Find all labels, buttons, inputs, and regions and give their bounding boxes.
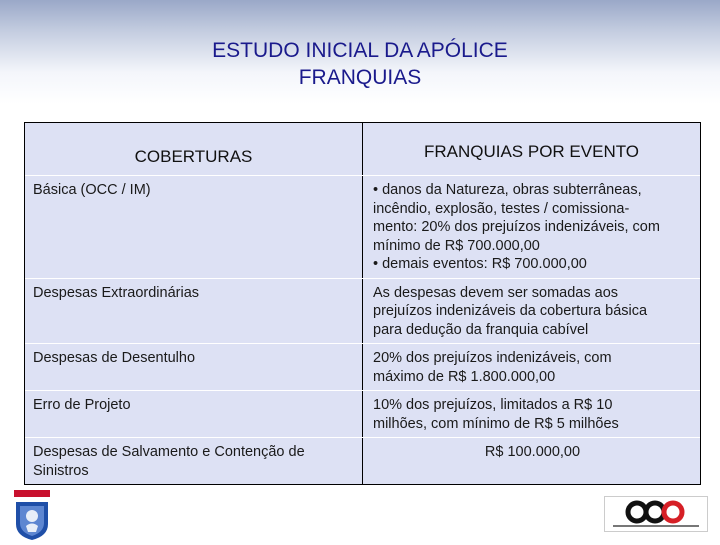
header-franquias: FRANQUIAS POR EVENTO (423, 142, 640, 161)
franquia-cell (363, 176, 700, 278)
franquia-line: As despesas devem ser somadas aos (373, 284, 619, 301)
table-row (25, 343, 700, 390)
cobertura-cell: Erro de Projeto (25, 391, 363, 437)
table-row (25, 175, 700, 278)
cobertura-cell (25, 438, 363, 484)
franquia-cell: R$ 100.000,00 (484, 444, 581, 460)
cobertura-line: Despesas de Salvamento e Contenção de (33, 444, 305, 460)
franquia-line: • danos da Natureza, obras subterrâneas, (373, 182, 642, 198)
franquia-line: para dedução da franquia cabível (373, 321, 589, 338)
table-row (25, 437, 700, 484)
franquia-cell (363, 344, 700, 390)
page-title (0, 37, 720, 91)
franquias-table (24, 122, 701, 485)
franquia-line: mínimo de R$ 700.000,00 (373, 237, 540, 254)
cobertura-line: Sinistros (33, 462, 89, 479)
title-line-2: FRANQUIAS (298, 66, 422, 89)
franquia-line: 20% dos prejuízos indenizáveis, com (373, 350, 612, 366)
cobertura-cell: Despesas Extraordinárias (25, 279, 363, 344)
franquia-line: máximo de R$ 1.800.000,00 (373, 368, 556, 385)
cobertura-cell: Despesas de Desentulho (25, 344, 363, 390)
table-row (25, 278, 700, 344)
table-header-row (25, 123, 700, 175)
table-row (25, 390, 700, 437)
franquia-line: 10% dos prejuízos, limitados a R$ 10 (373, 397, 613, 413)
franquia-line: mento: 20% dos prejuízos indenizáveis, com (373, 219, 660, 235)
franquia-cell (363, 391, 700, 437)
franquia-line: incêndio, explosão, testes / comissiona- (373, 200, 630, 217)
company-logo (604, 496, 708, 532)
title-line-1: ESTUDO INICIAL DA APÓLICE (212, 39, 508, 62)
cobertura-cell: Básica (OCC / IM) (25, 176, 363, 278)
franquia-line: milhões, com mínimo de R$ 5 milhões (373, 415, 619, 432)
shield-crest-logo (12, 490, 52, 540)
franquia-line: prejuízos indenizáveis da cobertura básica (373, 303, 648, 319)
franquia-cell (363, 279, 700, 344)
header-coberturas: COBERTURAS (25, 123, 363, 175)
franquia-line: • demais eventos: R$ 700.000,00 (373, 256, 587, 272)
